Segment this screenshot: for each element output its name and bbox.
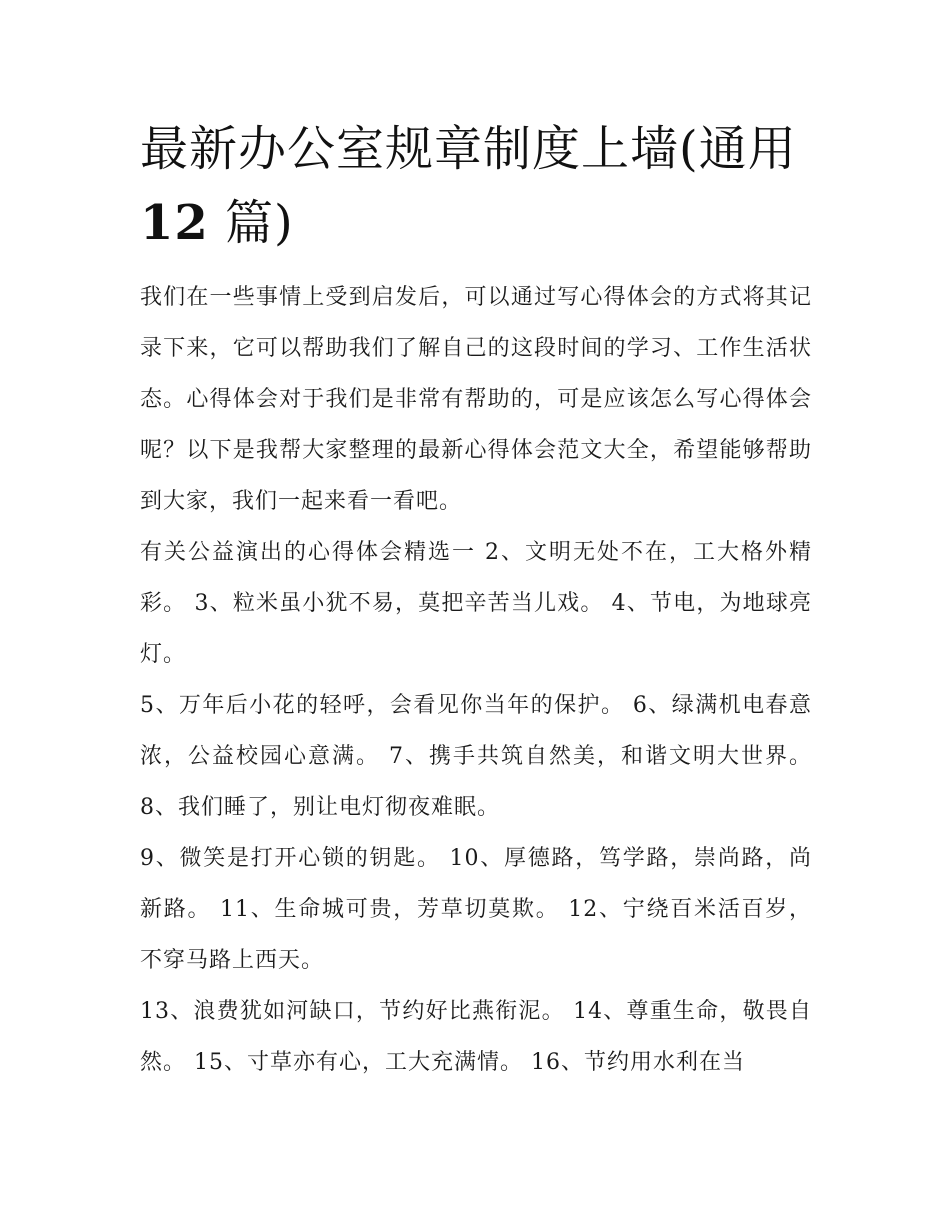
body-paragraph: 9、微笑是打开心锁的钥匙。 10、厚德路，笃学路，崇尚路，尚新路。 11、生命城可贵，芳草切莫欺。 12、宁绕百米活百岁，不穿马路上西天。 [140,846,812,973]
body-paragraph: 有关公益演出的心得体会精选一 2、文明无处不在，工大格外精彩。 3、粒米虽小犹不易，莫把辛苦当儿戏。 4、节电，为地球亮灯。 [140,540,812,667]
intro-paragraph: 我们在一些事情上受到启发后，可以通过写心得体会的方式将其记录下来，它可以帮助我们了解自己的这段时间的学习、工作生活状态。心得体会对于我们是非常有帮助的，可是应该怎么写心得体会呢？以下是我帮大家整理的最新心得体会范文大全，希望能够帮助到大家，我们一起来看一看吧。 [140,285,812,514]
title-line-2-rest: 篇) [208,195,294,251]
body-paragraph: 5、万年后小花的轻呼，会看见你当年的保护。 6、绿满机电春意浓，公益校园心意满。 7、携手共筑自然美，和谐文明大世界。 8、我们睡了，别让电灯彻夜难眠。 [140,693,812,820]
document-content [140,112,812,1088]
document-title [140,112,812,260]
title-line-1: 最新办公室规章制度上墙(通用 [140,121,797,177]
title-number: 12 [140,195,209,251]
body-paragraph: 13、浪费犹如河缺口，节约好比燕衔泥。 14、尊重生命，敬畏自然。 15、寸草亦有心，工大充满情。 16、节约用水利在当 [140,999,812,1075]
